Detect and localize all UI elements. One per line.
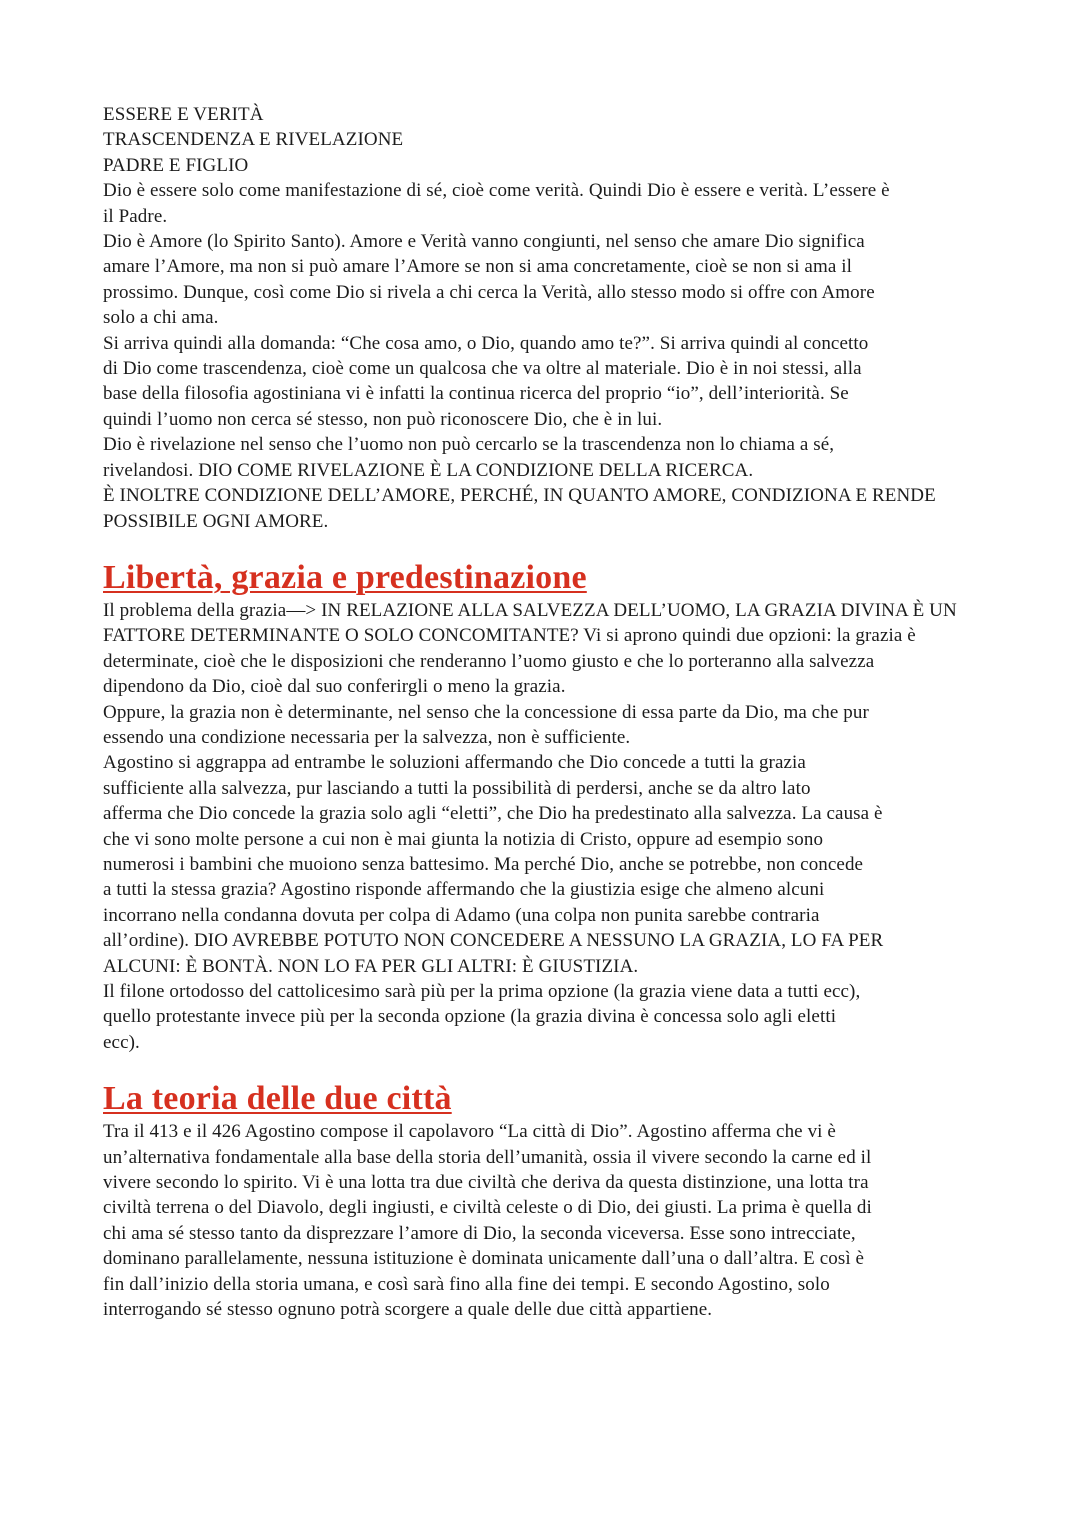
text-line: ecc). xyxy=(103,1031,140,1053)
text-line: È INOLTRE CONDIZIONE DELL’AMORE, PERCHÉ, IN QUANTO AMORE, CONDIZIONA E RENDE xyxy=(103,485,936,507)
text-line: un’alternativa fondamentale alla base della storia dell’umanità, ossia il vivere secondo la carne ed il xyxy=(103,1146,872,1168)
text-line: quello protestante invece più per la seconda opzione (la grazia divina è concessa solo agli eletti xyxy=(103,1006,837,1028)
text-line: numerosi i bambini che muoiono senza battesimo. Ma perché Dio, anche se potrebbe, non concede xyxy=(103,853,864,875)
intro-heading-3: PADRE E FIGLIO xyxy=(103,154,249,176)
text-line: chi ama sé stesso tanto da disprezzare l’amore di Dio, la seconda viceversa. Esse sono intrecciate, xyxy=(103,1222,856,1244)
text-line: determinate, cioè che le disposizioni che renderanno l’uomo giusto e che lo porteranno alla salvezza xyxy=(103,650,875,672)
text-line: base della filosofia agostiniana vi è infatti la continua ricerca del proprio “io”, dell’interiorità. Se xyxy=(103,383,849,405)
text-line: il Padre. xyxy=(103,205,168,227)
text-line: civiltà terrena o del Diavolo, degli ingiusti, e civiltà celeste o di Dio, dei giusti. La prima è quella di xyxy=(103,1197,872,1219)
text-line: vivere secondo lo spirito. Vi è una lotta tra due civiltà che deriva da questa distinzione, una lotta tra xyxy=(103,1172,869,1194)
section-title-grazia: Libertà, grazia e predestinazione xyxy=(103,558,587,596)
section-citta xyxy=(103,1079,983,1322)
text-line: rivelandosi. DIO COME RIVELAZIONE È LA CONDIZIONE DELLA RICERCA. xyxy=(103,459,754,481)
text-line: ALCUNI: È BONTÀ. NON LO FA PER GLI ALTRI: È GIUSTIZIA. xyxy=(103,955,639,977)
text-line: all’ordine). DIO AVREBBE POTUTO NON CONCEDERE A NESSUNO LA GRAZIA, LO FA PER xyxy=(103,930,884,952)
text-line: dipendono da Dio, cioè dal suo conferirgli o meno la grazia. xyxy=(103,676,566,698)
text-line: Tra il 413 e il 426 Agostino compose il capolavoro “La città di Dio”. Agostino afferma che vi è xyxy=(103,1121,836,1143)
text-line: POSSIBILE OGNI AMORE. xyxy=(103,510,329,532)
intro-heading-1: ESSERE E VERITÀ xyxy=(103,104,264,125)
text-line: Dio è essere solo come manifestazione di sé, cioè come verità. Quindi Dio è essere e verità. L’essere è xyxy=(103,180,890,202)
text-line: Dio è Amore (lo Spirito Santo). Amore e Verità vanno congiunti, nel senso che amare Dio significa xyxy=(103,231,865,253)
document-page xyxy=(103,102,983,1322)
text-line: solo a chi ama. xyxy=(103,307,219,329)
text-line: interrogando sé stesso ognuno potrà scorgere a quale delle due città appartiene. xyxy=(103,1299,713,1321)
text-line: essendo una condizione necessaria per la salvezza, non è sufficiente. xyxy=(103,726,631,748)
text-line: sufficiente alla salvezza, pur lasciando a tutti la possibilità di perdersi, anche se da altro lato xyxy=(103,777,811,799)
text-line: di Dio come trascendenza, cioè come un qualcosa che va oltre al materiale. Dio è in noi stessi, alla xyxy=(103,358,862,380)
text-line: Agostino si aggrappa ad entrambe le soluzioni affermando che Dio concede a tutti la grazia xyxy=(103,752,806,774)
text-line: Il problema della grazia—> IN RELAZIONE ALLA SALVEZZA DELL’UOMO, LA GRAZIA DIVINA È UN xyxy=(103,599,957,621)
text-line: Dio è rivelazione nel senso che l’uomo non può cercarlo se la trascendenza non lo chiama a sé, xyxy=(103,434,835,456)
text-line: Oppure, la grazia non è determinante, nel senso che la concessione di essa parte da Dio, ma che pur xyxy=(103,701,869,723)
text-line: dominano parallelamente, nessuna istituzione è dominata unicamente dall’una o dall’altra. E così è xyxy=(103,1248,865,1270)
intro-section xyxy=(103,102,983,534)
text-line: amare l’Amore, ma non si può amare l’Amore se non si ama concretamente, cioè se non si ama il xyxy=(103,256,852,278)
text-line: FATTORE DETERMINANTE O SOLO CONCOMITANTE? Vi si aprono quindi due opzioni: la grazia è xyxy=(103,625,916,647)
text-line: afferma che Dio concede la grazia solo agli “eletti”, che Dio ha predestinato alla salvezza. La causa è xyxy=(103,803,883,825)
text-line: fin dall’inizio della storia umana, e così sarà fino alla fine dei tempi. E secondo Agostino, solo xyxy=(103,1273,830,1295)
text-line: prossimo. Dunque, così come Dio si rivela a chi cerca la Verità, allo stesso modo si offre con Amore xyxy=(103,281,875,303)
text-line: incorrano nella condanna dovuta per colpa di Adamo (una colpa non punita sarebbe contraria xyxy=(103,904,820,926)
text-line: che vi sono molte persone a cui non è mai giunta la notizia di Cristo, oppure ad esempio sono xyxy=(103,828,824,850)
section-grazia xyxy=(103,558,983,1055)
intro-heading-2: TRASCENDENZA E RIVELAZIONE xyxy=(103,129,404,151)
text-line: Il filone ortodosso del cattolicesimo sarà più per la prima opzione (la grazia viene data a tutti ecc), xyxy=(103,981,861,1002)
text-line: Si arriva quindi alla domanda: “Che cosa amo, o Dio, quando amo te?”. Si arriva quindi al concetto xyxy=(103,332,869,354)
text-line: quindi l’uomo non cerca sé stesso, non può riconoscere Dio, che è in lui. xyxy=(103,408,663,430)
section-title-citta: La teoria delle due città xyxy=(103,1080,452,1118)
text-line: a tutti la stessa grazia? Agostino risponde affermando che la giustizia esige che almeno alcuni xyxy=(103,879,825,901)
